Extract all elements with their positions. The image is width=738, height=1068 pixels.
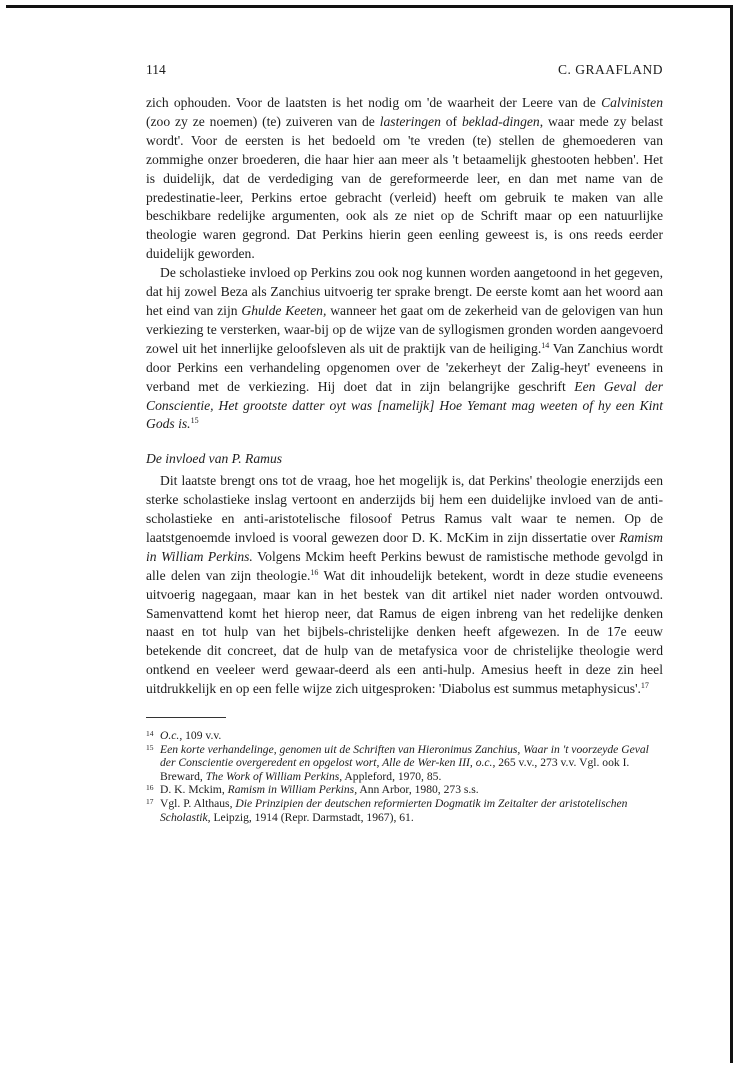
page-number: 114 [146,62,166,77]
running-head-author: C. GRAAFLAND [557,62,663,77]
section-heading: De invloed van P. Ramus [146,451,283,467]
footnote-16: 16 D. K. Mckim, Ramism in William Perkins, Ann Arbor, 1980, 273 s.s. [146,783,479,797]
footnote-divider [146,717,226,718]
footnote-ref-17: 17 [640,681,649,691]
footnote-ref-16: 16 [310,567,319,577]
footnote-14: 14 O.c., 109 v.v. [146,729,222,743]
footnote-ref-15: 15 [190,416,199,426]
footnote-15: 15 Een korte verhandelinge, genomen uit de Schriften van Hieronimus Zanchius, Waar in 't voorzeyde Geval der Conscientie overgeredent en opgelost wort, Alle de Wer-ken III, o.c., 265 v.v., 273 v.v. Vgl. ook I. Breward, The Work of William Perkins, Appleford, 1970, 85. [146,742,649,783]
body-text [146,94,663,699]
paragraph-2: De scholastieke invloed op Perkins zou ook nog kunnen worden aangetoond in het gegeven, dat hij zowel Beza als Zanchius uitvoerig ter sprake brengt. De eerste komt aan het woord aan het eind van zijn Ghulde Keeten, wanneer het gaat om de zekerheid van de gelovigen van hun verkiezing te versterken, waar-bij op de wijze van de syllogismen gronden worden aangevoerd zowel uit het innerlijke geloofsleven als uit de praktijk van de heiliging.$^{14}$ Van Zanchius wordt door Perkins een verhandeling opgenomen over de 'zekerheyt der Zalig-heyt' eveneens in verband met de verkiezing. Hij doet dat in zijn belangrijke geschrift Een Geval der Conscientie, Het grootste datter oyt was [namelijk] Hoe Yemant mag weeten of hy een Kint Gods is.$^{15}$ [146,265,663,432]
footnotes [146,729,663,824]
footnote-17: 17 Vgl. P. Althaus, Die Prinzipien der deutschen reformierten Dogmatik im Zeitalter der aristotelischen Scholastik, Leipzig, 1914 (Repr. Darmstadt, 1967), 61. [146,797,628,824]
scan-border-top [6,5,732,8]
page [146,62,663,824]
scan-border-right [730,5,733,1063]
footnote-ref-14: 14 [541,340,550,350]
running-header [146,62,663,84]
paragraph-1: zich ophouden. Voor de laatsten is het nodig om 'de waarheit der Leere van de Calvinisten (zoo zy ze noemen) (te) zuiveren van de lasteringen of beklad-dingen, waar mede zy belast wordt'. Voor de eersten is het bedoeld om 'te vreden (te) stellen de ghemoederen van zommighe onzer broederen, die haar hier aan meer als 't betaamelijk ghestooten hebben'. Het is duidelijk, dat de verdediging van de gereformeerde leer, en dan met name van de predestinatie-leer, Perkins ertoe gebracht (verleid) heeft om gebruik te maken van alle beschikbare redelijke argumenten, ook als ze niet op de Schrift maar op een natuurlijke theologie waren gegrond. Dat Perkins hierin geen eenling geweest is, is ons reeds eerder duidelijk geworden. [146,95,663,262]
paragraph-3: Dit laatste brengt ons tot de vraag, hoe het mogelijk is, dat Perkins' theologie enerzijds een sterke scholastieke inslag vertoont en anderzijds bij hem een duidelijke invloed van de anti-scholastieke en anti-aristotelische filosoof Petrus Ramus valt waar te nemen. Op de laatstgenoemde invloed is vooral gewezen door D. K. McKim in zijn dissertatie over Ramism in William Perkins. Volgens Mckim heeft Perkins bewust de ramistische methode gevolgd in alle delen van zijn theologie.$^{16}$ Wat dit inhoudelijk betekent, wordt in deze studie eveneens uitvoerig nagegaan, maar kan in het bestek van dit artikel niet nader worden ontvouwd. Samenvattend komt het hierop neer, dat Ramus de eigen inbreng van het redelijke denken naast en tot hulp van het bijbels-christelijke denken heeft afgewezen. In de 17e eeuw betekende dit concreet, dat de hulp van de metafysica voor de christelijke theologie werd ontkend en veeleer werd gewaar-deerd als een anti-hulp. Amesius heeft in deze zin heel uitdrukkelijk en op een felle wijze zich uitgesproken: 'Diabolus est summus metaphysicus'.$^{17}$ [146,473,664,697]
